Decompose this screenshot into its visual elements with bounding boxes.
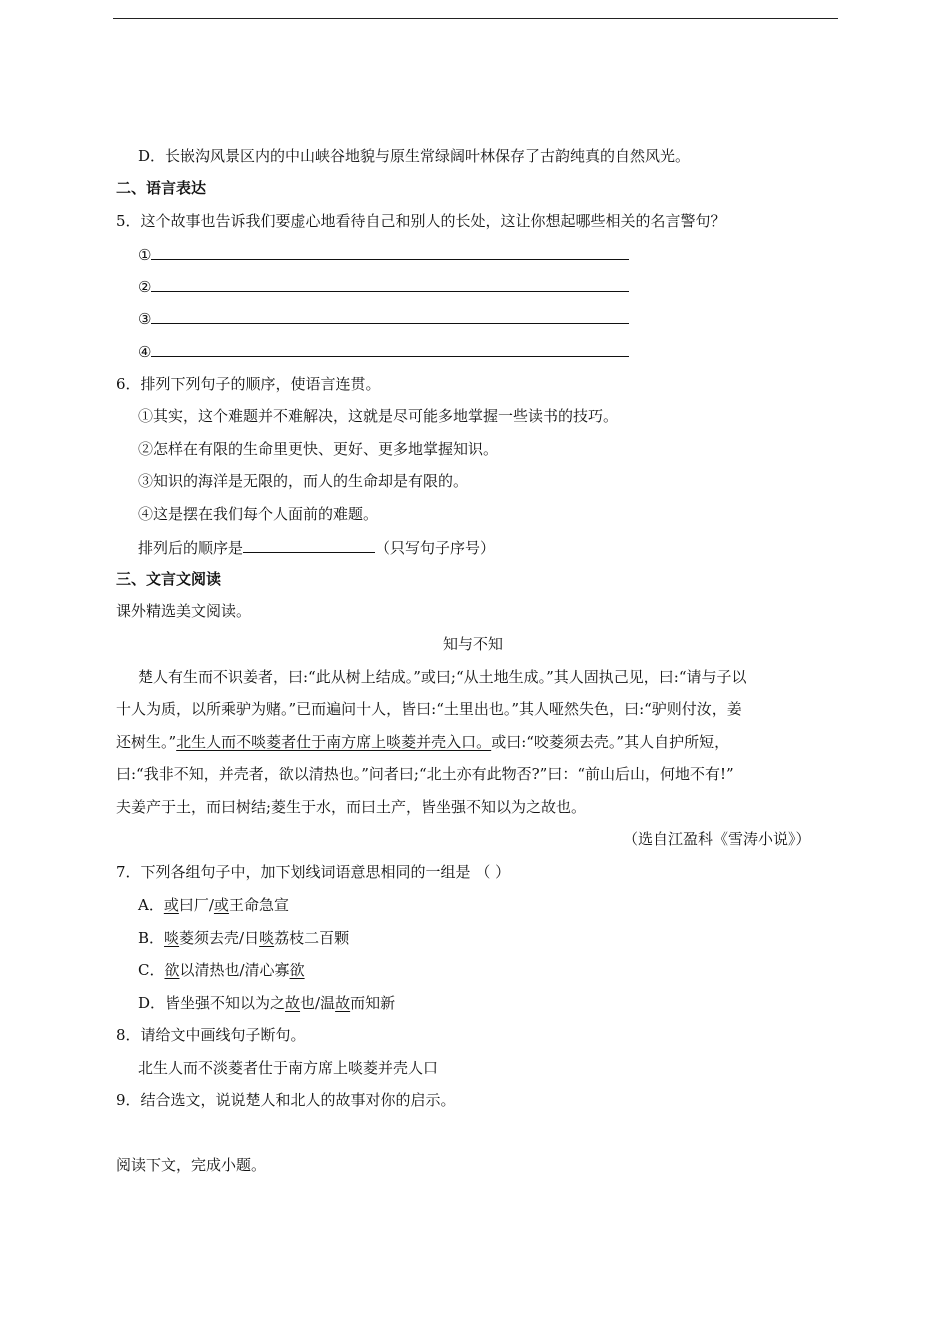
- passage-line-2: 十人为质，以所乘驴为赌。”已而遍问十人，皆曰:“土里出也。”其人哑然失色，曰:“驴则付汝，姜: [116, 700, 742, 718]
- sentence-3: ③知识的海洋是无限的，而人的生命却是有限的。: [138, 472, 469, 490]
- answer-line-1: ①: [138, 244, 629, 265]
- underlined-sentence: 北生人而不啖菱者仕于南方席上啖菱并壳入口。: [176, 733, 492, 751]
- order-answer-line: 排列后的顺序是 （只写句子序号）: [138, 539, 496, 557]
- passage-line-5: 夫姜产于土，而曰树结;菱生于水，而曰土产，皆坐强不知以为之故也。: [116, 798, 587, 816]
- q7-option-d: D．皆坐强不知以为之故也/温故而知新: [138, 994, 396, 1012]
- q7-option-b: B．啖菱须去壳/日啖荔枝二百颗: [138, 929, 350, 947]
- section-3-heading: 三、文言文阅读: [116, 570, 222, 588]
- answer-line-3: ③: [138, 308, 629, 329]
- question-9: 9．结合选文，说说楚人和北人的故事对你的启示。: [116, 1091, 456, 1109]
- question-5: 5．这个故事也告诉我们要虚心地看待自己和别人的长处，这让你想起哪些相关的名言警句？: [116, 212, 726, 230]
- question-7: 7．下列各组句子中，加下划线词语意思相同的一组是 （ ）: [116, 863, 511, 881]
- passage-line-4: 曰:“我非不知，并壳者，欲以清热也。”问者曰;“北土亦有此物否?”曰：“前山后山，何地不有!”: [116, 765, 734, 783]
- q8-sentence: 北生人而不淡菱者仕于南方席上啖菱并壳人口: [138, 1059, 439, 1077]
- passage-line-3: 还树生。”北生人而不啖菱者仕于南方席上啖菱并壳入口。或曰:“咬菱须去壳。”其人自护所短，: [116, 733, 730, 751]
- answer-line-2: ②: [138, 276, 629, 297]
- header-rule: [113, 18, 838, 19]
- reading-intro: 课外精选美文阅读。: [116, 602, 252, 620]
- sentence-1: ①其实，这个难题并不难解决，这就是尽可能多地掌握一些读书的技巧。: [138, 407, 619, 425]
- section-2-heading: 二、语言表达: [116, 179, 207, 197]
- passage-source: （选自江盈科《雪涛小说》）: [623, 830, 811, 848]
- question-6: 6．排列下列句子的顺序，使语言连贯。: [116, 375, 381, 393]
- q7-option-a: A．或曰厂/或王命急宣: [138, 896, 289, 914]
- passage-title: 知与不知: [443, 635, 504, 653]
- sentence-4: ④这是摆在我们每个人面前的难题。: [138, 505, 379, 523]
- passage-line-1: 楚人有生而不识姜者，曰:“此从树上结成。”或曰;“从土地生成。”其人固执己见，曰:“请与子以: [138, 668, 747, 686]
- q4-option-d: D．长嵌沟风景区内的中山峡谷地貌与原生常绿阔叶林保存了古韵纯真的自然风光。: [138, 147, 691, 165]
- q7-option-c: C．欲以清热也/清心寡欲: [138, 961, 305, 979]
- next-reading-prompt: 阅读下文，完成小题。: [116, 1156, 267, 1174]
- question-8: 8．请给文中画线句子断句。: [116, 1026, 306, 1044]
- sentence-2: ②怎样在有限的生命里更快、更好、更多地掌握知识。: [138, 440, 499, 458]
- answer-line-4: ④: [138, 341, 629, 362]
